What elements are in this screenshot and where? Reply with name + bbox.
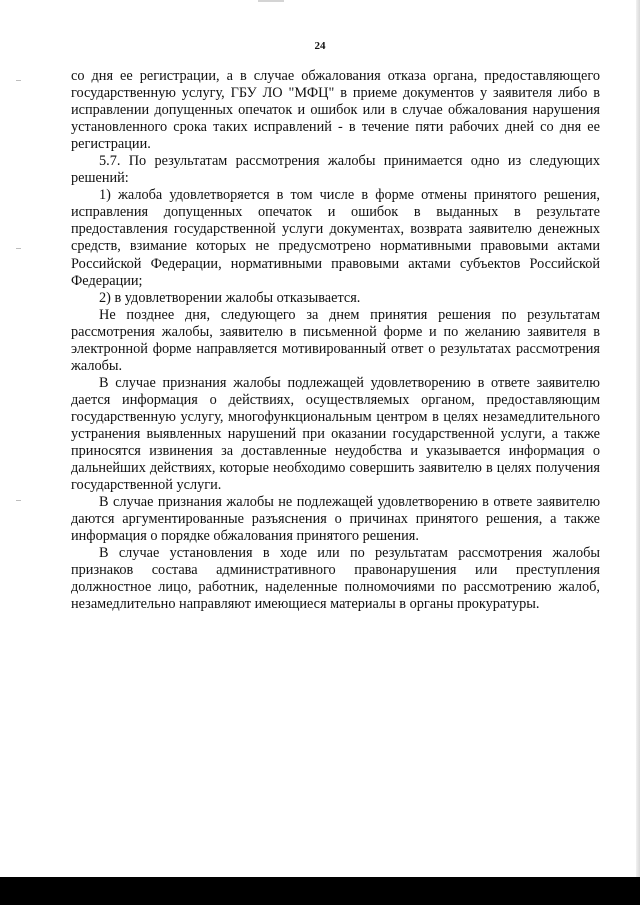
paragraph-complaint-satisfied: В случае признания жалобы подлежащей удовлетворению в ответе заявителю дается информация о действиях, осуществляемых органом, предоставляющим государственную услугу, многофункциональным центром в целях незамедлительного устранения выявленных нарушений при оказании государственной услуги, а также приносятся извинения за доставленные неудобства и указывается информация о дальнейших действиях, которые необходимо совершить заявителю в целях получения государственной услуги. bbox=[71, 374, 600, 494]
document-body bbox=[71, 68, 600, 614]
paragraph-item-2: 2) в удовлетворении жалобы отказывается. bbox=[99, 289, 361, 306]
paragraph-violation-found: В случае установления в ходе или по результатам рассмотрения жалобы признаков состава административного правонарушения или преступления должностное лицо, работник, наделенные полномочиями по рассмотрению жалоб, незамедлительно направляют имеющиеся материалы в органы прокуратуры. bbox=[71, 545, 600, 613]
margin-mark bbox=[16, 80, 21, 81]
paragraph-complaint-rejected: В случае признания жалобы не подлежащей удовлетворению в ответе заявителю даются аргументированные разъяснения о причинах принятого решения, а также информация о порядке обжалования принятого решения. bbox=[71, 494, 600, 545]
margin-mark bbox=[16, 500, 21, 501]
margin-mark bbox=[16, 248, 21, 249]
paragraph-continuation: со дня ее регистрации, а в случае обжалования отказа органа, предоставляющего государственную услугу, ГБУ ЛО "МФЦ" в приеме документов у заявителя либо в исправлении допущенных опечаток и ошибок или в случае обжалования нарушения установленного срока таких исправлений - в течение пяти рабочих дней со дня ее регистрации. bbox=[71, 68, 600, 153]
paragraph-item-1: 1) жалоба удовлетворяется в том числе в форме отмены принятого решения, исправления допущенных опечаток и ошибок в выданных в результате предоставления государственной услуги документах, возврата заявителю денежных средств, взимание которых не предусмотрено нормативными правовыми актами Российской Федерации, нормативными правовыми актами субъектов Российской Федерации; bbox=[71, 187, 600, 289]
scan-artifact bbox=[258, 0, 284, 2]
scan-bottom-border bbox=[0, 877, 640, 905]
page-edge-shadow bbox=[636, 0, 640, 905]
paragraph-5-7: 5.7. По результатам рассмотрения жалобы принимается одно из следующих решений: bbox=[71, 153, 600, 187]
paragraph-response-deadline: Не позднее дня, следующего за днем принятия решения по результатам рассмотрения жалобы, заявителю в письменной форме и по желанию заявителя в электронной форме направляется мотивированный ответ о результатах рассмотрения жалобы. bbox=[71, 306, 600, 374]
page-number: 24 bbox=[314, 40, 326, 52]
